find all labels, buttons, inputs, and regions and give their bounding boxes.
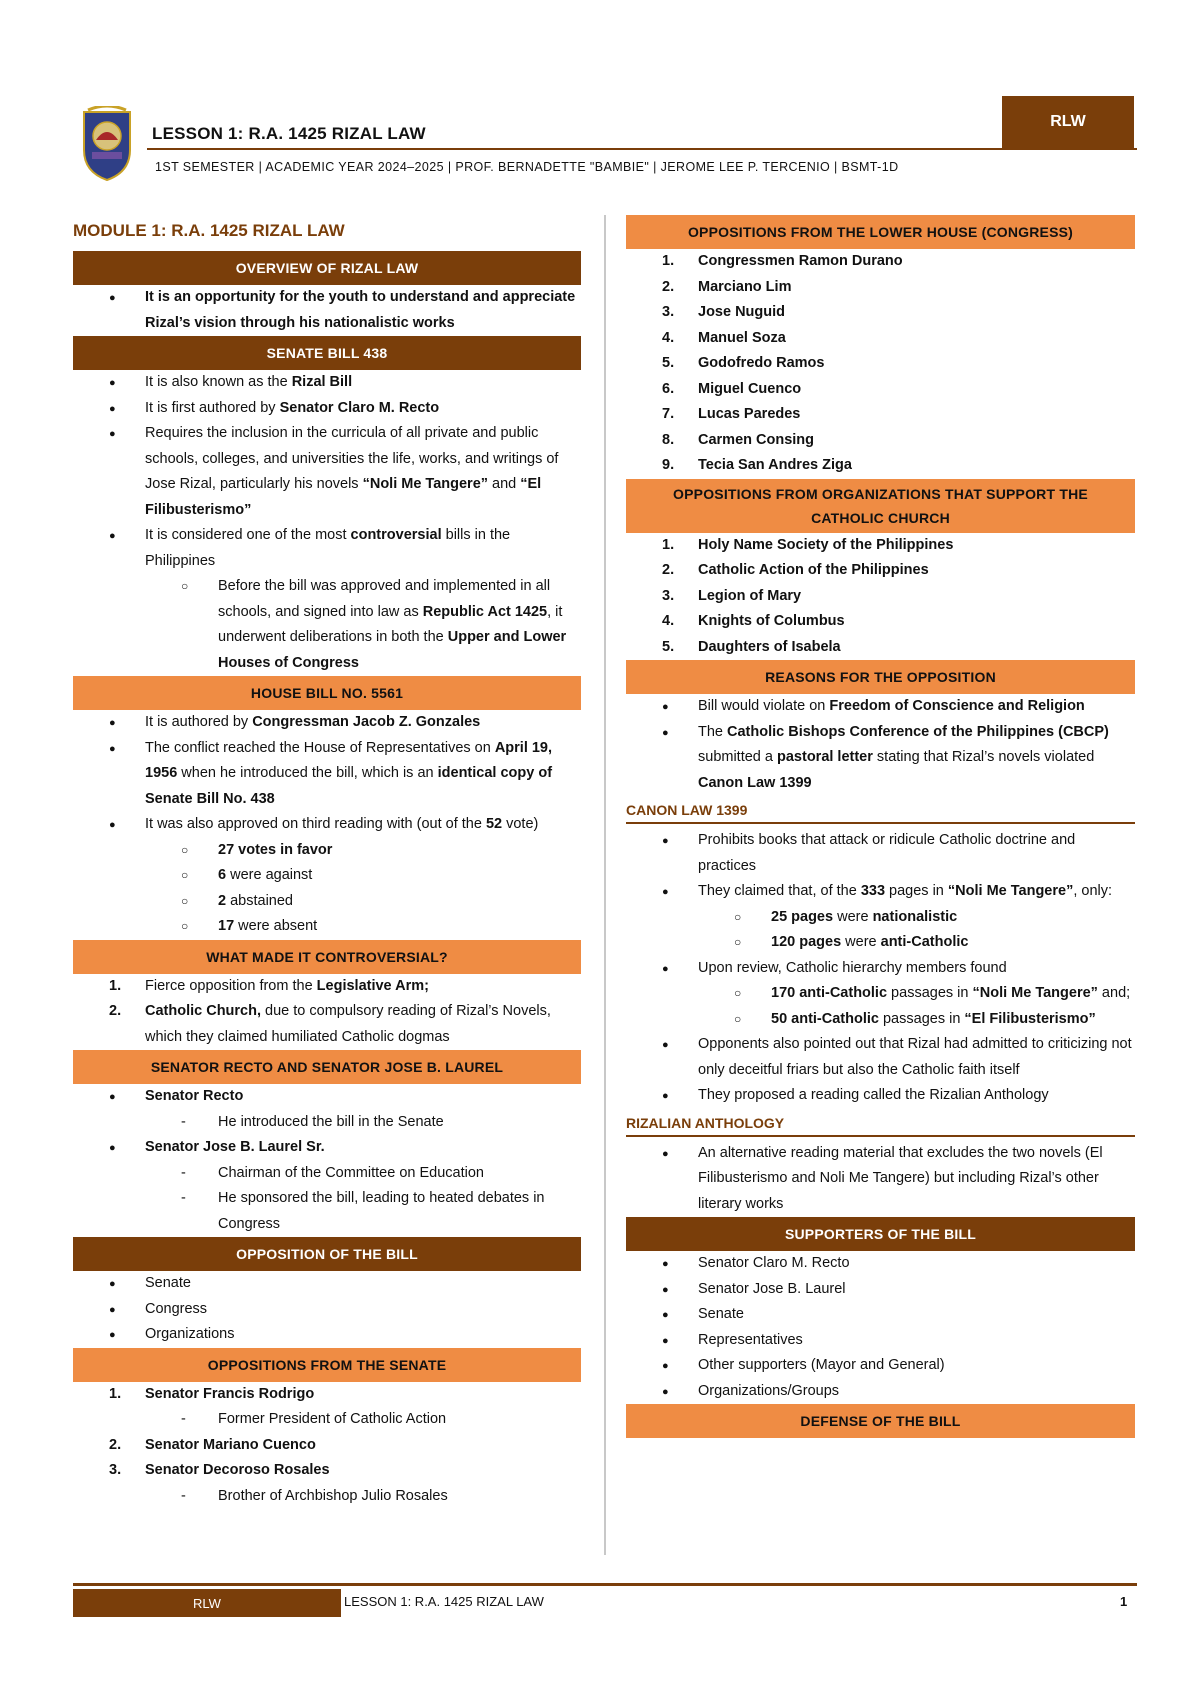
list-item: ● Senator Jose B. Laurel Sr.: [73, 1135, 581, 1161]
subheading-canon-law: CANON LAW 1399: [626, 796, 1135, 824]
opp-orgs-list: [626, 533, 1135, 661]
footer-rule: [73, 1583, 1137, 1586]
list-item: ● The Catholic Bishops Conference of the Philippines (CBCP) submitted a pastoral letter stating that Rizal’s novels violated Canon Law 1399: [626, 720, 1135, 797]
list-item: ● Requires the inclusion in the curricula of all private and public schools, colleges, and universities the life, works, and writings of Jose Rizal, particularly his novels “Noli Me Tangere” and “El Filibusterismo”: [73, 421, 581, 523]
bullet-icon: [662, 694, 692, 721]
dash-bullet-icon: [181, 1484, 211, 1510]
circle-bullet-icon: [734, 981, 764, 1007]
bullet-icon: [109, 812, 139, 839]
sub-list-item: ○ 120 pages were anti-Catholic: [626, 930, 1135, 956]
sub-list-item: ○ 6 were against: [73, 863, 581, 889]
list-item: ● Senator Claro M. Recto: [626, 1251, 1135, 1277]
bullet-icon: [662, 828, 692, 855]
section-heading-overview: OVERVIEW OF RIZAL LAW: [73, 251, 581, 285]
list-item: ● It is considered one of the most controversial bills in the Philippines: [73, 523, 581, 574]
list-item: ● It is also known as the Rizal Bill: [73, 370, 581, 396]
recto-laurel-list: [73, 1084, 581, 1237]
section-heading-opp-senate: OPPOSITIONS FROM THE SENATE: [73, 1348, 581, 1382]
circle-bullet-icon: [181, 574, 211, 600]
circle-bullet-icon: [734, 930, 764, 956]
list-item: 1. Congressmen Ramon Durano: [662, 253, 903, 269]
list-item: 8. Carmen Consing: [662, 431, 815, 448]
list-item: 1. Senator Francis Rodrigo: [109, 1385, 315, 1402]
sub-list-item: ○ 25 pages were nationalistic: [626, 905, 1135, 931]
footer-course-code: RLW: [73, 1589, 341, 1617]
canon-law-list: [626, 828, 1135, 1109]
sub-list-item: - He sponsored the bill, leading to heated debates in Congress: [73, 1186, 581, 1237]
bullet-icon: [109, 736, 139, 763]
dash-bullet-icon: [181, 1186, 211, 1212]
sub-list-item: ○ 2 abstained: [73, 889, 581, 915]
opposition-list: [73, 1271, 581, 1348]
list-item: 1. Holy Name Society of the Philippines: [662, 536, 954, 553]
list-item: 5. Godofredo Ramos: [662, 355, 825, 371]
list-item: ● Senator Jose B. Laurel: [626, 1277, 1135, 1303]
bullet-icon: [109, 421, 139, 448]
list-item: 5. Daughters of Isabela: [662, 638, 841, 655]
sub-list-item: - Chairman of the Committee on Education: [73, 1161, 581, 1187]
bullet-icon: [109, 396, 139, 423]
bullet-icon: [662, 720, 692, 747]
list-item: ● Other supporters (Mayor and General): [626, 1353, 1135, 1379]
list-item: ● Senate: [626, 1302, 1135, 1328]
bullet-icon: [662, 1141, 692, 1168]
list-item: 9. Tecia San Andres Ziga: [662, 457, 852, 473]
sub-list-item: - Brother of Archbishop Julio Rosales: [73, 1484, 581, 1510]
module-title: MODULE 1: R.A. 1425 RIZAL LAW: [73, 221, 345, 240]
list-item: ● Opponents also pointed out that Rizal had admitted to criticizing not only deceitful friars but also the Catholic faith itself: [626, 1032, 1135, 1083]
list-item: ● They proposed a reading called the Rizalian Anthology: [626, 1083, 1135, 1109]
bullet-icon: [109, 1135, 139, 1162]
bullet-icon: [109, 710, 139, 737]
list-item: ● It is authored by Congressman Jacob Z. Gonzales: [73, 710, 581, 736]
sub-list-item: ○ 27 votes in favor: [73, 838, 581, 864]
reasons-list: [626, 694, 1135, 796]
section-heading-opposition: OPPOSITION OF THE BILL: [73, 1237, 581, 1271]
dash-bullet-icon: [181, 1161, 211, 1187]
column-divider: [604, 215, 606, 1555]
bullet-icon: [662, 956, 692, 983]
circle-bullet-icon: [181, 914, 211, 940]
section-heading-recto-laurel: SENATOR RECTO AND SENATOR JOSE B. LAUREL: [73, 1050, 581, 1084]
list-item: 2. Catholic Action of the Philippines: [662, 562, 929, 578]
list-item: 3. Legion of Mary: [662, 587, 802, 604]
opp-lower-house-list: [626, 249, 1135, 479]
section-heading-controversial: WHAT MADE IT CONTROVERSIAL?: [73, 940, 581, 974]
list-item: ● The conflict reached the House of Representatives on April 19, 1956 when he introduced the bill, which is an identical copy of Senate Bill No. 438: [73, 736, 581, 813]
sub-list-item: - He introduced the bill in the Senate: [73, 1110, 581, 1136]
list-item: ● It is an opportunity for the youth to understand and appreciate Rizal’s vision through his nationalistic works: [73, 285, 581, 336]
section-heading-house-bill: HOUSE BILL NO. 5561: [73, 676, 581, 710]
bullet-icon: [109, 1297, 139, 1324]
list-item: ● Bill would violate on Freedom of Conscience and Religion: [626, 694, 1135, 720]
subheader-info: 1ST SEMESTER | ACADEMIC YEAR 2024–2025 | PROF. BERNADETTE "BAMBIE" | JEROME LEE P. TERCENIO | BSMT-1D: [155, 160, 899, 174]
list-item: 2. Senator Mariano Cuenco: [109, 1436, 316, 1453]
sub-list-item: ○ Before the bill was approved and implemented in all schools, and signed into law as Republic Act 1425, it underwent deliberations in both the Upper and Lower Houses of Congress: [73, 574, 581, 676]
lesson-title: LESSON 1: R.A. 1425 RIZAL LAW: [152, 124, 426, 143]
list-item: ● Organizations: [73, 1322, 581, 1348]
controversial-list: [73, 974, 581, 1051]
list-item: ● Senator Recto: [73, 1084, 581, 1110]
circle-bullet-icon: [181, 838, 211, 864]
circle-bullet-icon: [181, 863, 211, 889]
list-item: 2. Marciano Lim: [662, 278, 792, 295]
senate-bill-list: [73, 370, 581, 676]
overview-list: [73, 285, 581, 336]
bullet-icon: [662, 1083, 692, 1110]
left-column: [73, 215, 581, 1509]
right-column: [626, 215, 1135, 1438]
circle-bullet-icon: [181, 889, 211, 915]
section-heading-senate-bill: SENATE BILL 438: [73, 336, 581, 370]
subheading-rizalian-anthology: RIZALIAN ANTHOLOGY: [626, 1109, 1135, 1137]
house-bill-list: [73, 710, 581, 940]
sub-list-item: - Former President of Catholic Action: [73, 1407, 581, 1433]
list-item: ● Organizations/Groups: [626, 1379, 1135, 1405]
list-item: 3. Senator Decoroso Rosales: [109, 1462, 330, 1478]
anthology-list: [626, 1141, 1135, 1218]
bullet-icon: [109, 370, 139, 397]
list-item: ● Upon review, Catholic hierarchy members found: [626, 956, 1135, 982]
bullet-icon: [662, 1379, 692, 1406]
bullet-icon: [662, 1251, 692, 1278]
list-item: ● Prohibits books that attack or ridicule Catholic doctrine and practices: [626, 828, 1135, 879]
list-item: 4. Knights of Columbus: [662, 613, 845, 629]
circle-bullet-icon: [734, 905, 764, 931]
list-item: ● Congress: [73, 1297, 581, 1323]
section-heading-defense: DEFENSE OF THE BILL: [626, 1404, 1135, 1438]
sub-list-item: ○ 17 were absent: [73, 914, 581, 940]
list-item: ● Senate: [73, 1271, 581, 1297]
list-item: ● Representatives: [626, 1328, 1135, 1354]
list-item: 2. Catholic Church, due to compulsory reading of Rizal’s Novels, which they claimed humiliated Catholic dogmas: [109, 1003, 551, 1045]
dash-bullet-icon: [181, 1407, 211, 1433]
opp-senate-list: [73, 1382, 581, 1510]
sub-list-item: ○ 50 anti-Catholic passages in “El Filibusterismo”: [626, 1007, 1135, 1033]
circle-bullet-icon: [734, 1007, 764, 1033]
sub-list-item: ○ 170 anti-Catholic passages in “Noli Me Tangere” and;: [626, 981, 1135, 1007]
list-item: 4. Manuel Soza: [662, 329, 786, 346]
section-heading-opp-orgs: OPPOSITIONS FROM ORGANIZATIONS THAT SUPPORT THE CATHOLIC CHURCH: [626, 479, 1135, 533]
section-heading-reasons: REASONS FOR THE OPPOSITION: [626, 660, 1135, 694]
list-item: ● It was also approved on third reading with (out of the 52 vote): [73, 812, 581, 838]
bullet-icon: [662, 1032, 692, 1059]
bullet-icon: [109, 523, 139, 550]
bullet-icon: [662, 1353, 692, 1380]
section-heading-supporters: SUPPORTERS OF THE BILL: [626, 1217, 1135, 1251]
dash-bullet-icon: [181, 1110, 211, 1136]
list-item: 6. Miguel Cuenco: [662, 380, 802, 397]
list-item: 7. Lucas Paredes: [662, 406, 801, 422]
header-rule: [147, 148, 1137, 150]
list-item: 3. Jose Nuguid: [662, 304, 786, 320]
supporters-list: [626, 1251, 1135, 1404]
bullet-icon: [109, 1322, 139, 1349]
bullet-icon: [109, 1271, 139, 1298]
school-seal-logo: [80, 106, 134, 182]
bullet-icon: [662, 1277, 692, 1304]
bullet-icon: [109, 285, 139, 312]
footer-title: LESSON 1: R.A. 1425 RIZAL LAW: [344, 1594, 544, 1609]
bullet-icon: [662, 879, 692, 906]
list-item: ● It is first authored by Senator Claro M. Recto: [73, 396, 581, 422]
bullet-icon: [109, 1084, 139, 1111]
page-number: 1: [1120, 1594, 1128, 1609]
list-item: ● They claimed that, of the 333 pages in “Noli Me Tangere”, only:: [626, 879, 1135, 905]
list-item: 1. Fierce opposition from the Legislative Arm;: [109, 977, 429, 994]
course-code-badge: RLW: [1002, 96, 1134, 148]
bullet-icon: [662, 1328, 692, 1355]
bullet-icon: [662, 1302, 692, 1329]
list-item: ● An alternative reading material that excludes the two novels (El Filibusterismo and Noli Me Tangere) but including Rizal’s other literary works: [626, 1141, 1135, 1218]
section-heading-opp-lower-house: OPPOSITIONS FROM THE LOWER HOUSE (CONGRESS): [626, 215, 1135, 249]
